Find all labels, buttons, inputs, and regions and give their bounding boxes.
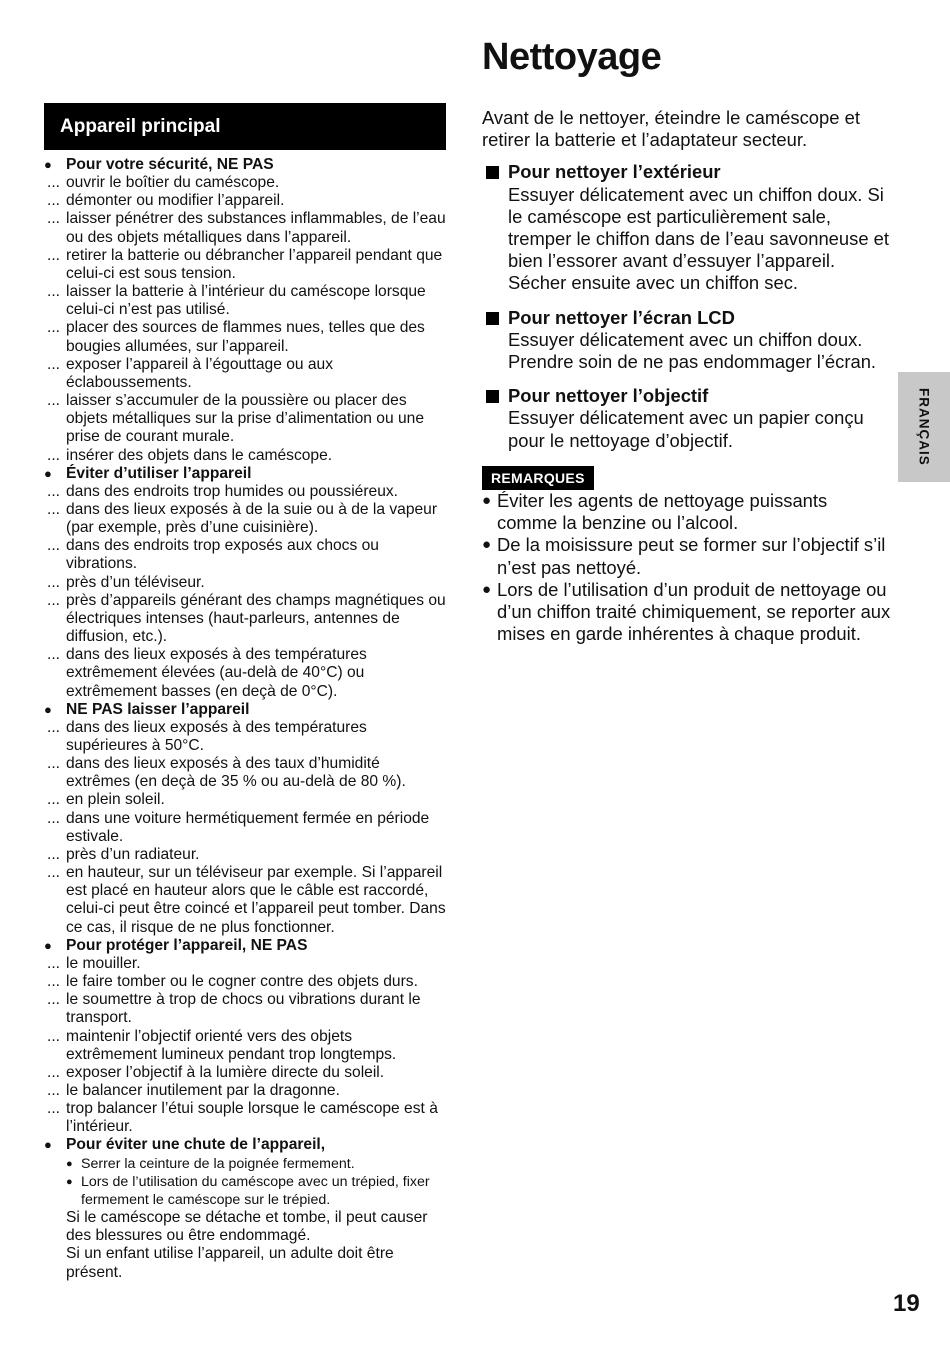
right-column (482, 107, 892, 645)
sub-list-item: ● Lors de l’utilisation du caméscope avec un trépied, fixer fermement le caméscope sur le trépied. (66, 1173, 430, 1208)
bullet-icon: ● (44, 701, 52, 717)
list-item: ... placer des sources de flammes nues, telles que des bougies allumées, sur l’appareil. (47, 319, 425, 355)
square-bullet-icon (486, 390, 499, 403)
list-item: ... maintenir l’objectif orienté vers des objets extrêmement lumineux pendant trop longtemps. (47, 1027, 397, 1063)
list-item: ... exposer l’objectif à la lumière directe du soleil. (47, 1063, 385, 1081)
list-item: ... le soumettre à trop de chocs ou vibrations durant le transport. (47, 991, 421, 1027)
note-item: ● De la moisissure peut se former sur l’objectif s’il n’est pas nettoyé. (482, 534, 886, 578)
note-item: ● Lors de l’utilisation d’un produit de nettoyage ou d’un chiffon traité chimiquement, se reporter aux mises en garde inhérentes à chaque produit. (482, 578, 891, 645)
subsection-heading: Pour nettoyer l’écran LCD (482, 307, 892, 329)
list-item: ... dans une voiture hermétiquement fermée en période estivale. (47, 809, 430, 845)
cleaning-section-lens (482, 385, 892, 452)
list-item: ... ouvrir le boîtier du caméscope. (47, 174, 280, 192)
list-item: ... dans des lieux exposés à des températures extrêmement élevées (au-delà de 40°C) ou extrêmement basses (en deçà de 0°C). (47, 646, 367, 700)
square-bullet-icon (486, 312, 499, 325)
bullet-icon: ● (44, 157, 52, 172)
page-number: 19 (893, 1290, 920, 1317)
list-item: ... en plein soleil. (47, 791, 165, 809)
left-column (44, 103, 446, 1282)
list-item: ... retirer la batterie ou débrancher l’appareil pendant que celui-ci est sous tension. (47, 246, 443, 282)
bullet-icon: ● (66, 1175, 73, 1188)
list-item: ... près d’un téléviseur. (47, 573, 205, 591)
list-item: ... exposer l’appareil à l’égouttage ou aux éclaboussements. (47, 355, 334, 391)
subsection-text: Essuyer délicatement avec un chiffon doux. Prendre soin de ne pas endommager l’écran. (508, 328, 877, 373)
bullet-icon: ● (482, 536, 492, 554)
bullet-icon: ● (44, 937, 52, 953)
notes-label: REMARQUES (482, 466, 594, 490)
cleaning-section-exterior (482, 161, 892, 294)
list-item: ... dans des lieux exposés à des taux d’humidité extrêmes (en deçà de 35 % ou au-delà de 80 %). (47, 755, 406, 791)
note-item: ● Éviter les agents de nettoyage puissants comme la benzine ou l’alcool. (482, 490, 828, 534)
subsection-text: Essuyer délicatement avec un chiffon doux. Si le caméscope est particulièrement sale, tremper le chiffon dans de l’eau savonneuse et bien l’essorer avant d’essuyer l’appareil. Sécher ensuite avec un chiffon sec. (508, 183, 890, 294)
list-item: ... dans des endroits trop exposés aux chocs ou vibrations. (47, 537, 379, 573)
list-item: ... le balancer inutilement par la dragonne. (47, 1081, 340, 1099)
list-item: ... dans des lieux exposés à de la suie ou à de la vapeur (par exemple, près d’une cuisinière). (47, 500, 438, 537)
page-title: Nettoyage (482, 36, 662, 78)
bullet-heading: ● Pour protéger l’appareil, NE PAS (44, 936, 308, 954)
intro-text: Avant de le nettoyer, éteindre le caméscope et retirer la batterie et l’adaptateur secteur. (482, 107, 860, 151)
list-item: ... laisser la batterie à l’intérieur du caméscope lorsque celui-ci n’est pas utilisé. (47, 283, 426, 319)
sub-list-item: ● Serrer la ceinture de la poignée fermement. (66, 1155, 355, 1172)
list-item: ... le faire tomber ou le cogner contre des objets durs. (47, 973, 418, 991)
bullet-heading: ● Éviter d’utiliser l’appareil (44, 464, 252, 482)
bullet-icon: ● (44, 465, 52, 481)
bullet-icon: ● (482, 492, 492, 510)
list-item: ... insérer des objets dans le caméscope. (47, 446, 333, 464)
bullet-icon: ● (44, 1137, 52, 1153)
list-item: ... le mouiller. (47, 954, 141, 972)
fall-note: Si un enfant utilise l’appareil, un adulte doit être présent. (66, 1245, 394, 1281)
list-item: ... près d’appareils générant des champs magnétiques ou électriques intenses (haut-parleurs, antennes de diffusion, etc.). (47, 591, 446, 646)
bullet-heading: ● Pour votre sécurité, NE PAS (44, 156, 274, 173)
list-item: ... trop balancer l’étui souple lorsque le caméscope est à l’intérieur. (47, 1100, 438, 1136)
list-item: ... dans des endroits trop humides ou poussiéreux. (47, 482, 398, 500)
list-item: ... dans des lieux exposés à des températures supérieures à 50°C. (47, 718, 367, 754)
cleaning-section-lcd (482, 307, 892, 374)
bullet-icon: ● (66, 1157, 73, 1170)
list-item: ... démonter ou modifier l’appareil. (47, 192, 285, 210)
bullet-icon: ● (482, 580, 492, 598)
list-item: ... laisser s’accumuler de la poussière ou placer des objets métalliques sur la prise d’alimentation ou une prise de courant murale. (47, 392, 424, 446)
subsection-heading: Pour nettoyer l’extérieur (482, 161, 892, 183)
precautions-list (44, 156, 446, 1282)
list-item: ... en hauteur, sur un téléviseur par exemple. Si l’appareil est placé en hauteur alors que le câble est raccordé, celui-ci peut être coincé et l’appareil peut tomber. Dans ce cas, il risque de ne plus fonctionner. (47, 864, 446, 936)
language-tab: FRANÇAIS (898, 372, 950, 482)
fall-note: Si le caméscope se détache et tombe, il peut causer des blessures ou être endommagé. (66, 1209, 428, 1245)
subsection-heading: Pour nettoyer l’objectif (482, 385, 892, 407)
bullet-heading: ● NE PAS laisser l’appareil (44, 700, 250, 718)
list-item: ... laisser pénétrer des substances inflammables, de l’eau ou des objets métalliques dans l’appareil. (47, 210, 446, 246)
subsection-text: Essuyer délicatement avec un papier conçu pour le nettoyage d’objectif. (508, 407, 864, 451)
square-bullet-icon (486, 166, 499, 179)
list-item: ... près d’un radiateur. (47, 845, 200, 863)
section-header-main-unit: Appareil principal (44, 103, 446, 150)
bullet-heading: ● Pour éviter une chute de l’appareil, (44, 1136, 326, 1154)
